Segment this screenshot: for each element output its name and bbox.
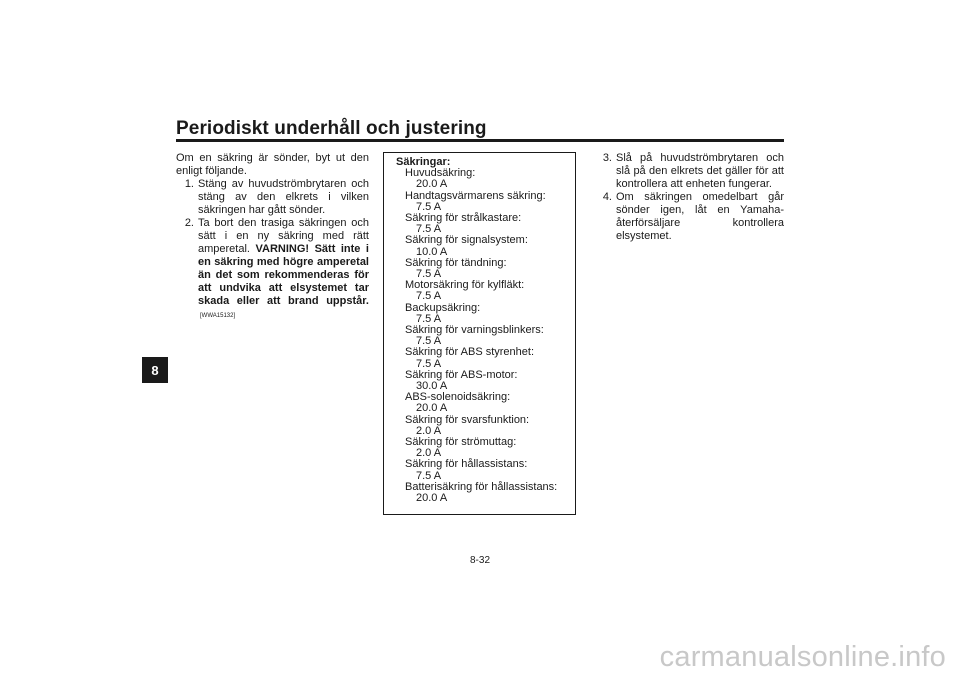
fuse-box-heading: Säkringar:	[396, 156, 451, 168]
page-title: Periodiskt underhåll och justering	[176, 118, 487, 139]
watermark[interactable]: carmanualsonline.info	[659, 641, 946, 673]
fuse-name: Säkring för signalsystem:	[405, 234, 528, 247]
fuse-list	[384, 168, 575, 504]
fuse-rating: 2.0 A	[416, 447, 442, 460]
fuse-name: Batterisäkring för hållassistans:	[405, 480, 558, 493]
step-text: Om säkringen omedelbart går sönder igen, låt en Yamaha-återförsäljare kontrollera elsystemet.	[616, 191, 784, 242]
fuse-rating: 7.5 A	[416, 223, 442, 236]
fuse-name: Backupsäkring:	[405, 301, 481, 314]
fuse-name: ABS-solenoidsäkring:	[405, 391, 511, 404]
step-2	[176, 217, 369, 323]
step-text: Ta bort den trasiga säkringen och sätt i en ny säkring med rätt amperetal.	[198, 217, 369, 255]
fuse-rating: 10.0 A	[416, 245, 448, 258]
warning-text: VARNING! Sätt inte i en säkring med högre amperetal än det som rekommenderas för att undvika att elsystemet tar skada eller att brand uppstår.	[198, 243, 369, 307]
page-number: 8-32	[469, 555, 490, 566]
title-underline	[176, 139, 784, 142]
warning-code: [WWA15132]	[200, 313, 236, 319]
fuse-rating: 7.5 A	[416, 312, 442, 325]
fuse-name: Huvudsäkring:	[405, 167, 476, 180]
chapter-tab: 8	[142, 357, 168, 383]
fuse-rating: 30.0 A	[416, 380, 448, 393]
fuse-name: Säkring för tändning:	[405, 256, 507, 269]
fuse-name: Säkring för ABS styrenhet:	[405, 346, 535, 359]
fuse-rating: 7.5 A	[416, 290, 442, 303]
step-number: 1.	[184, 178, 194, 190]
fuse-name: Säkring för varningsblinkers:	[405, 324, 544, 337]
step-number: 4.	[602, 191, 612, 203]
fuse-name: Säkring för svarsfunktion:	[405, 413, 530, 426]
step-body	[198, 217, 369, 323]
fuse-rating: 7.5 A	[416, 335, 442, 348]
fuse-name: Säkring för strålkastare:	[405, 212, 522, 225]
step-text: Slå på huvudströmbrytaren och slå på den elkrets det gäller för att kontrollera att enheten fungerar.	[616, 152, 784, 190]
fuse-name: Säkring för ABS-motor:	[405, 368, 518, 381]
fuse-name: Motorsäkring för kylfläkt:	[405, 279, 525, 292]
step-4	[594, 191, 784, 243]
fuse-name: Säkring för strömuttag:	[405, 436, 517, 449]
step-text: Stäng av huvudströmbrytaren och stäng av den elkrets i vilken säkringen har gått sönder.	[198, 178, 369, 216]
step-1	[176, 178, 369, 217]
step-3	[594, 152, 784, 191]
fuse-rating: 2.0 A	[416, 424, 442, 437]
fuse-name: Säkring för hållassistans:	[405, 458, 528, 471]
fuse-rating: 7.5 A	[416, 268, 442, 281]
fuse-rating: 20.0 A	[416, 492, 448, 505]
step-number: 2.	[184, 217, 194, 229]
fuse-specification-box	[383, 152, 576, 515]
fuse-rating: 20.0 A	[416, 178, 448, 191]
fuse-rating: 7.5 A	[416, 357, 442, 370]
step-number: 3.	[602, 152, 612, 164]
fuse-rating: 7.5 A	[416, 200, 442, 213]
fuse-rating: 7.5 A	[416, 469, 442, 482]
fuse-name: Handtagsvärmarens säkring:	[405, 189, 546, 202]
right-column	[594, 152, 784, 243]
left-column	[176, 152, 369, 323]
intro-paragraph: Om en säkring är sönder, byt ut den enligt följande.	[176, 152, 369, 177]
fuse-rating: 20.0 A	[416, 402, 448, 415]
